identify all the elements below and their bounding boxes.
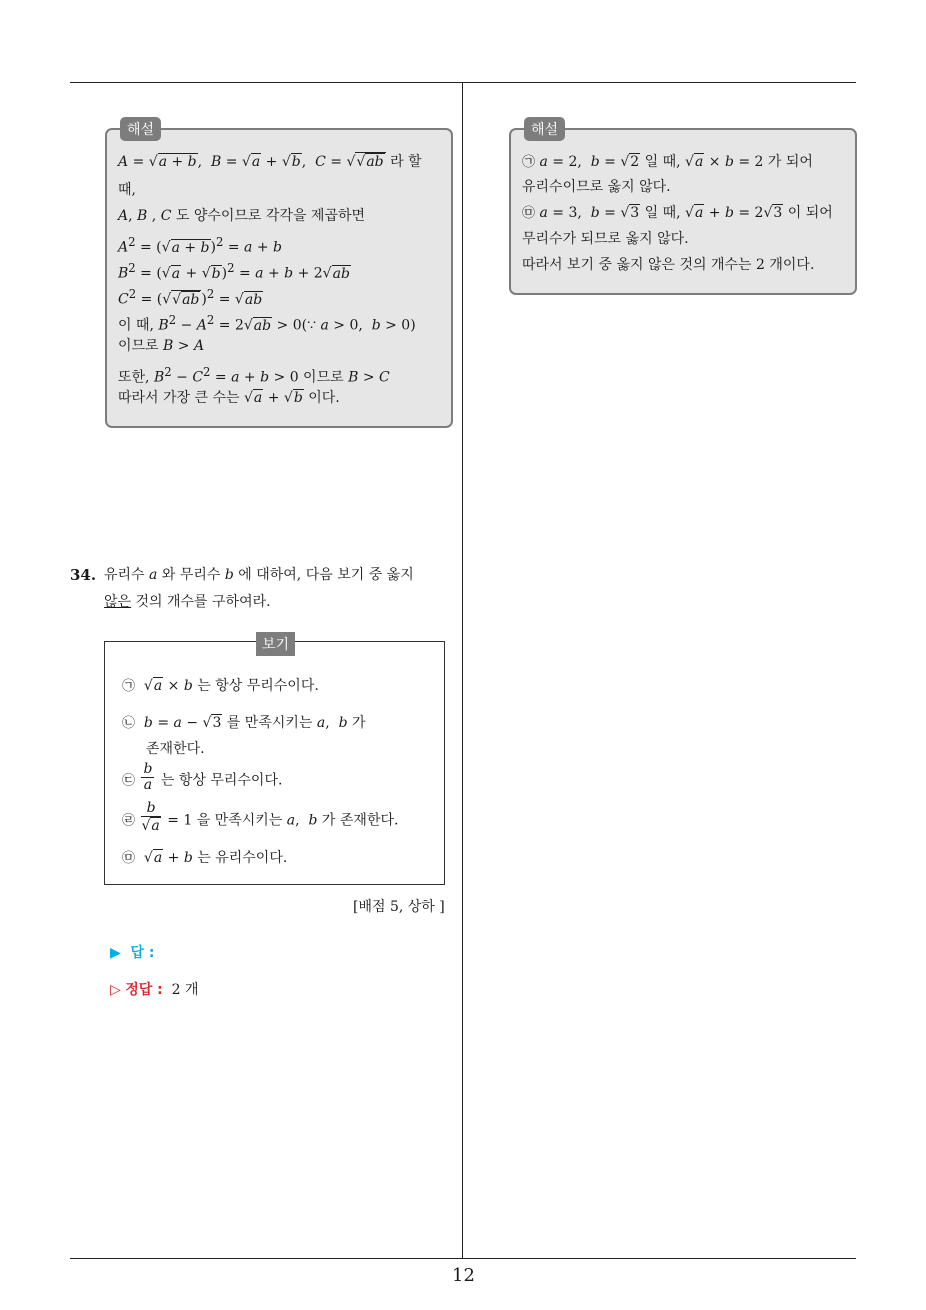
right-solution-tag: 해설 — [524, 117, 565, 141]
left-line-10: 따라서 가장 큰 수는 √a + √b 이다. — [118, 390, 340, 406]
footer-rule — [70, 1258, 856, 1259]
left-line-3: A, B , C 도 양수이므로 각각을 제곱하면 — [118, 208, 366, 224]
right-line-1: ㉠ a = 2, b = √2 일 때, √a × b = 2 가 되어 — [522, 154, 813, 170]
problem-text-line1: 유리수 a 와 무리수 b 에 대하여, 다음 보기 중 옳지 — [104, 567, 414, 583]
left-line-8: 이므로 B > A — [118, 338, 205, 354]
score-label: [배점 5, 상하 ] — [353, 899, 445, 915]
answer-label: 답 : — [130, 945, 155, 961]
left-line-2: 때, — [118, 182, 136, 198]
bogi-item-3: ㉢ $\frac{b}{a}$ 는 항상 무리수이다. — [122, 761, 283, 793]
answer-row — [110, 943, 155, 963]
bogi-item-1: ㉠ √a × b 는 항상 무리수이다. — [122, 678, 319, 694]
problem-text-rest: 것의 개수를 구하여라. — [131, 594, 271, 610]
page-number: 12 — [452, 1265, 475, 1286]
problem-text-line2 — [104, 592, 271, 612]
bogi-item-5: ㉤ √a + b 는 유리수이다. — [122, 850, 288, 866]
left-line-1: A = √a + b, B = √a + √b, C = √√ab 라 할 — [118, 154, 422, 170]
answer-arrow-icon: ▶ — [110, 945, 121, 961]
left-line-7: 이 때, $B^2 - A^2 = 2√ab$ > 0(∵ a > 0, b > 0) — [118, 313, 416, 334]
underlined-word: 않은 — [104, 594, 132, 610]
left-line-4: $A^2 = (√a + b)^2 = a + b$ — [118, 235, 283, 256]
bogi-item-2: ㉡ b = a − √3 를 만족시키는 a, b 가 — [122, 715, 366, 731]
bogi-tag: 보기 — [256, 632, 295, 656]
correct-label: 정답 : — [125, 982, 163, 998]
column-divider — [462, 82, 463, 1258]
correct-value: 2 개 — [171, 982, 199, 998]
left-solution-tag: 해설 — [120, 117, 161, 141]
correct-arrow-icon: ▷ — [110, 982, 121, 998]
bogi-item-2-cont: 존재한다. — [146, 741, 205, 757]
right-line-4: 무리수가 되므로 옳지 않다. — [522, 231, 689, 247]
right-line-5: 따라서 보기 중 옳지 않은 것의 개수는 2 개이다. — [522, 257, 815, 273]
header-rule — [70, 82, 856, 83]
bogi-item-4: ㉣ $\frac{b}{√a}$ = 1 을 만족시키는 a, b 가 존재한다. — [122, 800, 399, 834]
left-line-6: $C^2 = (√√ab$ )$^2$ = √ab — [118, 287, 263, 308]
right-line-2: 유리수이므로 옳지 않다. — [522, 179, 671, 195]
right-line-3: ㉤ a = 3, b = √3 일 때, √a + b = 2√3 이 되어 — [522, 205, 833, 221]
left-line-9: 또한, $B^2 - C^2 = a + b > 0$ 이므로 B > C — [118, 365, 390, 386]
left-line-5: $B^2 = (√a + √b)^2 = a + b + 2√ab$ — [118, 261, 350, 282]
problem-number: 34. — [70, 566, 97, 584]
correct-row — [110, 980, 199, 1000]
